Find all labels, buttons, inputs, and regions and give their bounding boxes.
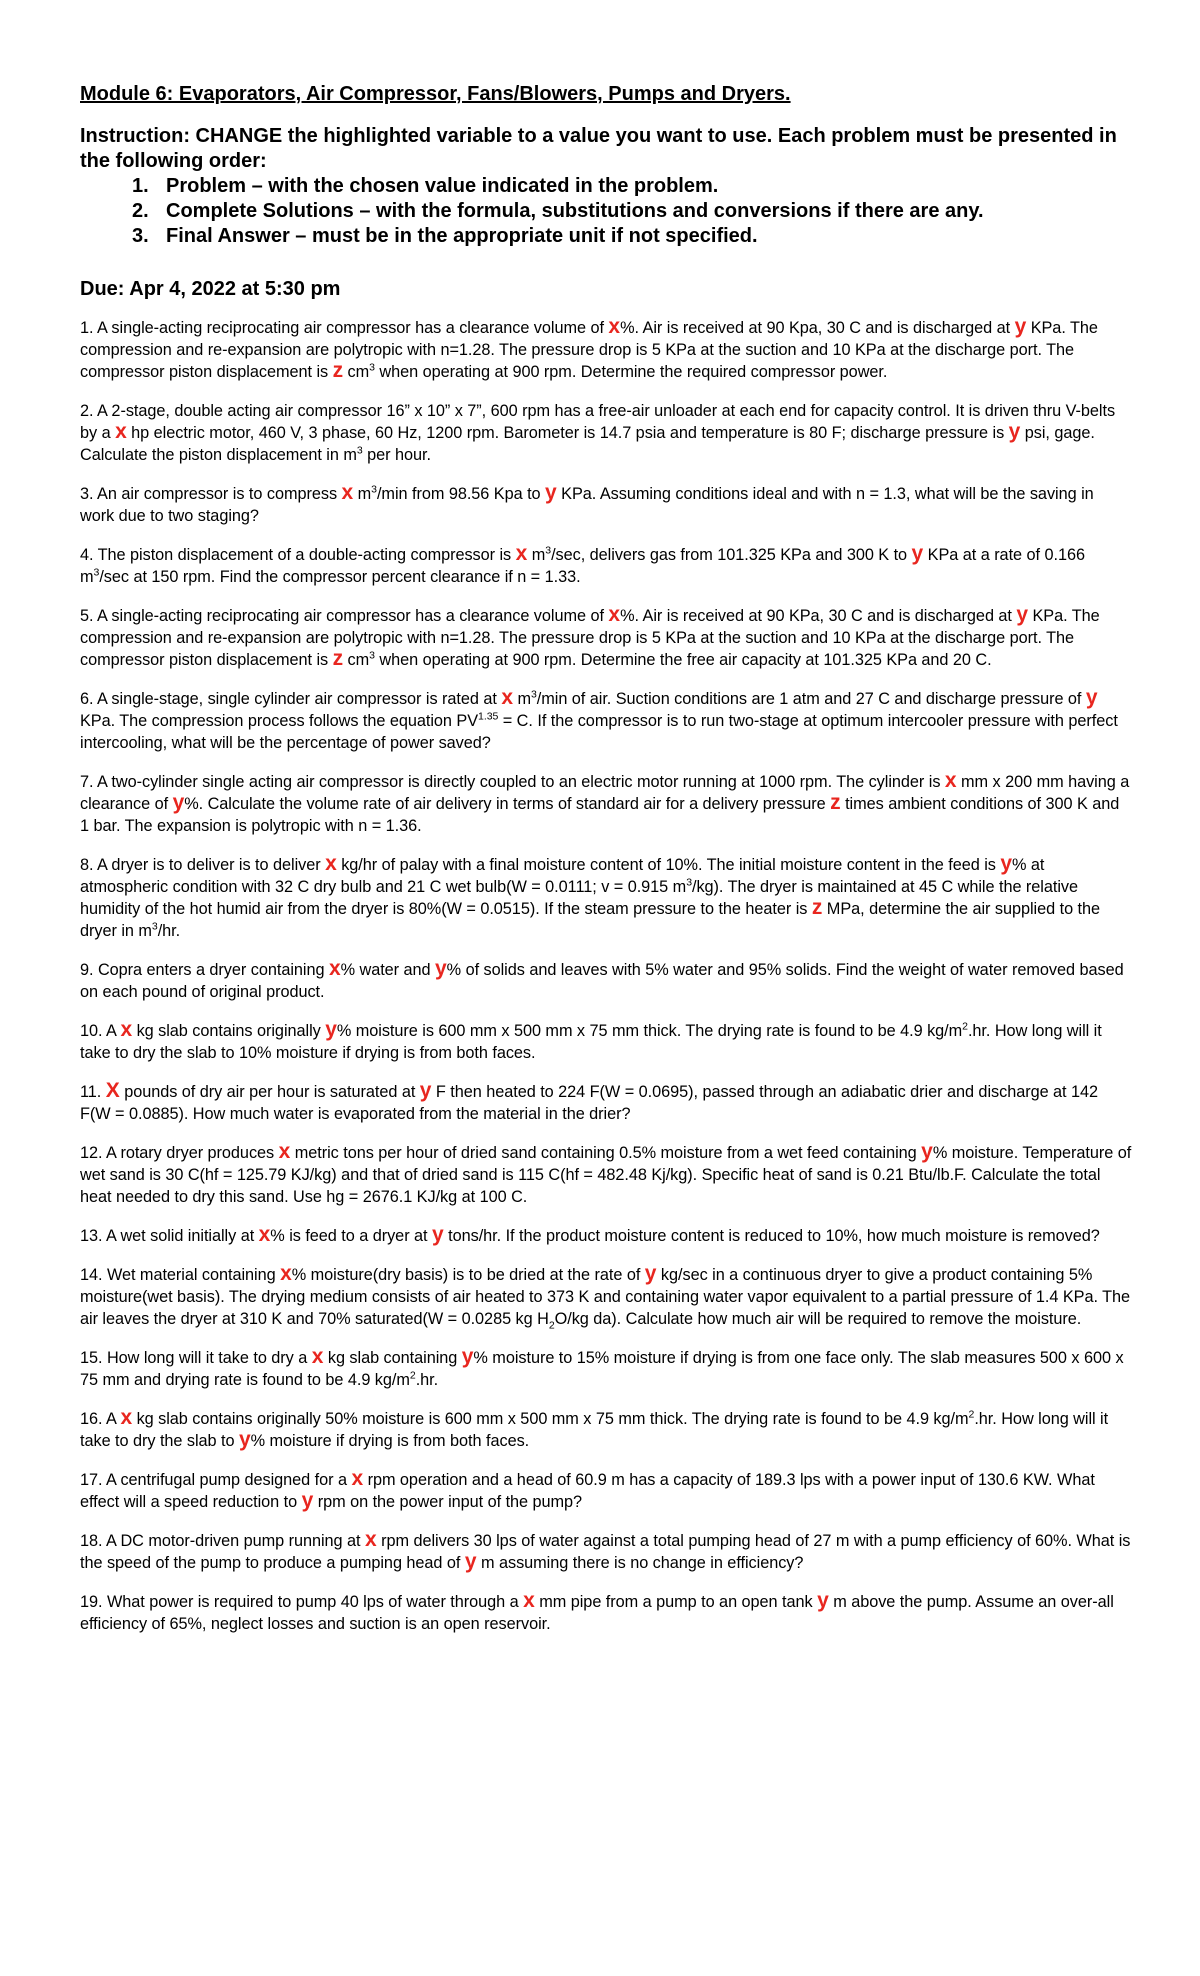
problem-text: 2. A 2-stage, double acting air compressor 16” x 10” x 7”, 600 rpm has a free-air unloader at each end for capacity control. It is driven thru V-belts by a <box>80 402 1116 442</box>
problem-text: /sec, delivers gas from 101.325 KPa and 300 K to <box>551 546 912 564</box>
problem-text: mm pipe from a pump to an open tank <box>534 1593 818 1611</box>
problem-text: kg slab containing <box>323 1349 462 1367</box>
problem-text: /sec at 150 rpm. Find the compressor percent clearance if n = 1.33. <box>99 568 581 586</box>
problem-text: hp electric motor, 460 V, 3 phase, 60 Hz, 1200 rpm. Barometer is 14.7 psia and temperature is 80 F; discharge pressure is <box>126 424 1009 442</box>
superscript: 3 <box>93 566 100 579</box>
variable-y: y <box>419 1079 432 1102</box>
problem-text: rpm operation and a head of 60.9 m has a capacity of 189.3 lps with a power input of 130.6 KW. What effect will a speed reduction to <box>80 1471 1095 1511</box>
problem-12 <box>80 1142 1132 1208</box>
problem-text: % moisture if drying is from both faces. <box>250 1432 530 1450</box>
step-text: Problem – with the chosen value indicated in the problem. <box>166 175 719 197</box>
problem-text: KPa. The compression process follows the equation PV <box>80 712 479 730</box>
superscript: 3 <box>530 688 537 701</box>
problem-text: %. Air is received at 90 KPa, 30 C and is discharged at <box>620 607 1017 625</box>
superscript: 3 <box>545 544 552 557</box>
variable-x: x <box>523 1589 535 1612</box>
variable-x: x <box>258 1223 271 1246</box>
problem-text: 10. A <box>80 1022 121 1040</box>
problem-text: % at atmospheric condition with 32 C dry bulb and 21 C wet bulb(W = 0.0111; v = 0.915 m <box>80 856 1045 896</box>
variable-x: x <box>280 1262 292 1285</box>
variable-x: x <box>351 1467 364 1490</box>
variable-y: y <box>461 1345 474 1368</box>
variable-z: z <box>830 791 841 814</box>
problem-text: pounds of dry air per hour is saturated at <box>119 1083 420 1101</box>
problem-7 <box>80 771 1132 837</box>
superscript: 2 <box>409 1369 416 1382</box>
variable-y: y <box>301 1489 314 1512</box>
superscript: 3 <box>371 483 377 496</box>
variable-x: x <box>341 481 354 504</box>
instruction-steps <box>132 174 1132 249</box>
problem-6 <box>80 688 1132 754</box>
problem-text: % of solids and leaves with 5% water and 95% solids. Find the weight of water removed based on each pound of original product. <box>80 961 1124 1001</box>
problem-text: m assuming there is no change in efficiency? <box>476 1554 804 1572</box>
problem-text: cm <box>343 363 370 381</box>
problem-text: O/kg da). Calculate how much air will be required to remove the moisture. <box>554 1310 1082 1328</box>
problem-text: KPa at a rate of 0.166 m <box>80 546 1085 586</box>
problem-text: KPa. Assuming conditions ideal and with n = 1.3, what will be the saving in work due to two staging? <box>80 485 1094 525</box>
problem-text: 1. A single-acting reciprocating air compressor has a clearance volume of <box>80 319 609 337</box>
variable-y: y <box>545 481 557 504</box>
problem-text: 18. A DC motor-driven pump running at <box>80 1532 365 1550</box>
problem-text: m <box>353 485 372 503</box>
problem-text: 14. Wet material containing <box>80 1266 281 1284</box>
subscript: 2 <box>548 1319 555 1332</box>
problem-text: when operating at 900 rpm. Determine the required compressor power. <box>374 363 888 381</box>
problem-text: rpm delivers 30 lps of water against a total pumping head of 27 m with a pump efficiency of 60%. What is the speed of the pump to produce a pumping head of <box>80 1532 1131 1572</box>
problem-text: 16. A <box>80 1410 121 1428</box>
problem-10 <box>80 1020 1132 1064</box>
problem-19 <box>80 1591 1132 1635</box>
variable-y: y <box>325 1018 337 1041</box>
problem-text: % water and <box>340 961 436 979</box>
problem-text: .hr. How long will it take to dry the slab to <box>80 1410 1109 1450</box>
problem-text: 5. A single-acting reciprocating air compressor has a clearance volume of <box>80 607 609 625</box>
problem-text: m <box>512 690 531 708</box>
variable-x: x <box>515 542 528 565</box>
variable-z: z <box>332 647 344 670</box>
superscript: 3 <box>356 444 363 457</box>
variable-y: y <box>432 1223 444 1246</box>
problem-text: % moisture. Temperature of wet sand is 30 C(hf = 125.79 KJ/kg) and that of dried sand is 115 C(hf = 482.48 Kj/kg). Specific heat of sand is 0.21 Btu/lb.F. Calculate the total heat needed to dry this sand. Use hg = 2676.1 KJ/kg at 100 C. <box>80 1144 1132 1206</box>
variable-x: x <box>608 315 621 338</box>
variable-y: y <box>911 542 924 565</box>
variable-y: y <box>1014 315 1027 338</box>
problem-text: KPa. The compression and re-expansion are polytropic with n=1.28. The pressure drop is 5 KPa at the suction and 10 KPa at the discharge port. The compressor piston displacement is <box>80 607 1100 669</box>
problem-4 <box>80 544 1132 588</box>
problem-14 <box>80 1264 1132 1330</box>
problem-text: kg slab contains originally 50% moisture is 600 mm x 500 mm x 75 mm thick. The drying rate is found to be 4.9 kg/m <box>132 1410 969 1428</box>
variable-y: y <box>435 957 447 980</box>
variable-x: x <box>501 686 513 709</box>
problem-text: kg/hr of palay with a final moisture content of 10%. The initial moisture content in the feed is <box>336 856 1001 874</box>
superscript: 2 <box>962 1020 968 1033</box>
due-date: Due: Apr 4, 2022 at 5:30 pm <box>80 278 341 300</box>
problem-text: m <box>527 546 546 564</box>
problem-11 <box>80 1081 1132 1125</box>
problem-text: % moisture is 600 mm x 500 mm x 75 mm thick. The drying rate is found to be 4.9 kg/m <box>336 1022 963 1040</box>
variable-x: x <box>325 852 337 875</box>
superscript: 1.35 <box>478 710 499 723</box>
variable-y: y <box>817 1589 829 1612</box>
problem-15 <box>80 1347 1132 1391</box>
problem-text: psi, gage. Calculate the piston displacement in m <box>80 424 1095 464</box>
problem-text: /hr. <box>157 922 181 940</box>
variable-y: y <box>644 1262 657 1285</box>
variable-y: y <box>172 791 185 814</box>
problem-text: 17. A centrifugal pump designed for a <box>80 1471 352 1489</box>
step-text: Complete Solutions – with the formula, substitutions and conversions if there are any. <box>166 200 984 222</box>
problem-5 <box>80 605 1132 671</box>
variable-y: y <box>1085 686 1098 709</box>
problem-text: when operating at 900 rpm. Determine the free air capacity at 101.325 KPa and 20 C. <box>374 651 992 669</box>
variable-y: y <box>464 1550 477 1573</box>
problem-text: cm <box>343 651 370 669</box>
problem-text: % moisture to 15% moisture if drying is from one face only. The slab measures 500 x 600 x 75 mm and drying rate is found to be 4.9 kg/m <box>80 1349 1124 1389</box>
problem-text: /min of air. Suction conditions are 1 atm and 27 C and discharge pressure of <box>536 690 1086 708</box>
problem-text: = C. If the compressor is to run two-stage at optimum intercooler pressure with perfect intercooling, what will be the percentage of power saved? <box>80 712 1118 752</box>
step-item <box>132 199 1132 224</box>
superscript: 3 <box>369 361 375 374</box>
problem-text: .hr. <box>415 1371 439 1389</box>
problem-text: times ambient conditions of 300 K and 1 bar. The expansion is polytropic with n = 1.36. <box>80 795 1120 835</box>
problem-text: 11. <box>80 1083 106 1101</box>
problem-text: 7. A two-cylinder single acting air compressor is directly coupled to an electric motor running at 1000 rpm. The cylinder is <box>80 773 945 791</box>
problem-text: F then heated to 224 F(W = 0.0695), passed through an adiabatic drier and discharge at 142 F(W = 0.0885). How much water is evaporated from the material in the drier? <box>80 1083 1099 1123</box>
instruction-text: Instruction: CHANGE the highlighted variable to a value you want to use. Each problem must be presented in the following order: <box>80 125 1117 172</box>
problem-text: 12. A rotary dryer produces <box>80 1144 279 1162</box>
problem-text: 13. A wet solid initially at <box>80 1227 259 1245</box>
variable-y: y <box>921 1140 933 1163</box>
problem-text: kg/sec in a continuous dryer to give a product containing 5% moisture(wet basis). The drying medium consists of air heated to 373 K and containing water vapor equivalent to a partial pressure of 1.4 KPa. The air leaves the dryer at 310 K and 70% saturated(W = 0.0285 kg H <box>80 1266 1131 1328</box>
problem-3 <box>80 483 1132 527</box>
variable-x: x <box>115 420 127 443</box>
problem-17 <box>80 1469 1132 1513</box>
problem-text: KPa. The compression and re-expansion are polytropic with n=1.28. The pressure drop is 5 KPa at the suction and 10 KPa at the discharge port. The compressor piston displacement is <box>80 319 1098 381</box>
problem-text: 6. A single-stage, single cylinder air compressor is rated at <box>80 690 502 708</box>
problem-text: 9. Copra enters a dryer containing <box>80 961 329 979</box>
variable-y: y <box>1000 852 1012 875</box>
step-number: 2. <box>132 200 149 222</box>
variable-x: x <box>328 957 341 980</box>
problem-1 <box>80 317 1132 383</box>
problem-text: %. Calculate the volume rate of air delivery in terms of standard air for a delivery pressure <box>184 795 831 813</box>
problem-text: 3. An air compressor is to compress <box>80 485 342 503</box>
problem-9 <box>80 959 1132 1003</box>
problem-text: 4. The piston displacement of a double-acting compressor is <box>80 546 516 564</box>
problem-text: tons/hr. If the product moisture content is reduced to 10%, how much moisture is removed? <box>443 1227 1100 1245</box>
problem-text: per hour. <box>362 446 431 464</box>
variable-x: x <box>608 603 621 626</box>
problem-text: % moisture(dry basis) is to be dried at the rate of <box>291 1266 645 1284</box>
variable-x: x <box>364 1528 377 1551</box>
problem-text: metric tons per hour of dried sand containing 0.5% moisture from a wet feed containing <box>290 1144 922 1162</box>
superscript: 3 <box>686 876 692 889</box>
variable-y: y <box>1016 603 1029 626</box>
superscript: 3 <box>151 920 158 933</box>
step-item <box>132 224 1132 249</box>
variable-x: x <box>311 1345 324 1368</box>
variable-x: x <box>944 769 957 792</box>
problem-text: MPa, determine the air supplied to the dryer in m <box>80 900 1101 940</box>
variable-z: z <box>332 359 344 382</box>
module-title: Module 6: Evaporators, Air Compressor, Fans/Blowers, Pumps and Dryers. <box>80 83 791 105</box>
problem-8 <box>80 854 1132 942</box>
variable-x: x <box>120 1018 133 1041</box>
problem-18 <box>80 1530 1132 1574</box>
document-page <box>80 82 1132 1652</box>
problem-2 <box>80 400 1132 466</box>
step-item <box>132 174 1132 199</box>
problem-16 <box>80 1408 1132 1452</box>
superscript: 2 <box>968 1408 975 1421</box>
problem-text: 15. How long will it take to dry a <box>80 1349 312 1367</box>
variable-x: X <box>105 1079 120 1102</box>
problem-text: /kg). The dryer is maintained at 45 C while the relative humidity of the hot humid air from the dryer is 80%(W = 0.0515). If the steam pressure to the heater is <box>80 878 1079 918</box>
variable-x: x <box>120 1406 133 1429</box>
problem-text: %. Air is received at 90 Kpa, 30 C and is discharged at <box>620 319 1015 337</box>
problem-text: kg slab contains originally <box>132 1022 326 1040</box>
step-number: 3. <box>132 225 149 247</box>
problem-text: mm x 200 mm having a clearance of <box>80 773 1130 813</box>
problem-text: .hr. How long will it take to dry the slab to 10% moisture if drying is from both faces. <box>80 1022 1102 1062</box>
problem-text: m above the pump. Assume an over-all efficiency of 65%, neglect losses and suction is an open reservoir. <box>80 1593 1114 1633</box>
variable-z: z <box>811 896 823 919</box>
superscript: 3 <box>369 649 375 662</box>
variable-x: x <box>278 1140 291 1163</box>
step-number: 1. <box>132 175 149 197</box>
problem-13 <box>80 1225 1132 1247</box>
problem-text: rpm on the power input of the pump? <box>313 1493 583 1511</box>
problem-text: 19. What power is required to pump 40 lps of water through a <box>80 1593 524 1611</box>
problem-text: 8. A dryer is to deliver is to deliver <box>80 856 326 874</box>
problem-text: % is feed to a dryer at <box>270 1227 432 1245</box>
variable-y: y <box>239 1428 251 1451</box>
step-text: Final Answer – must be in the appropriate unit if not specified. <box>166 225 758 247</box>
variable-y: y <box>1008 420 1021 443</box>
problem-text: /min from 98.56 Kpa to <box>376 485 546 503</box>
